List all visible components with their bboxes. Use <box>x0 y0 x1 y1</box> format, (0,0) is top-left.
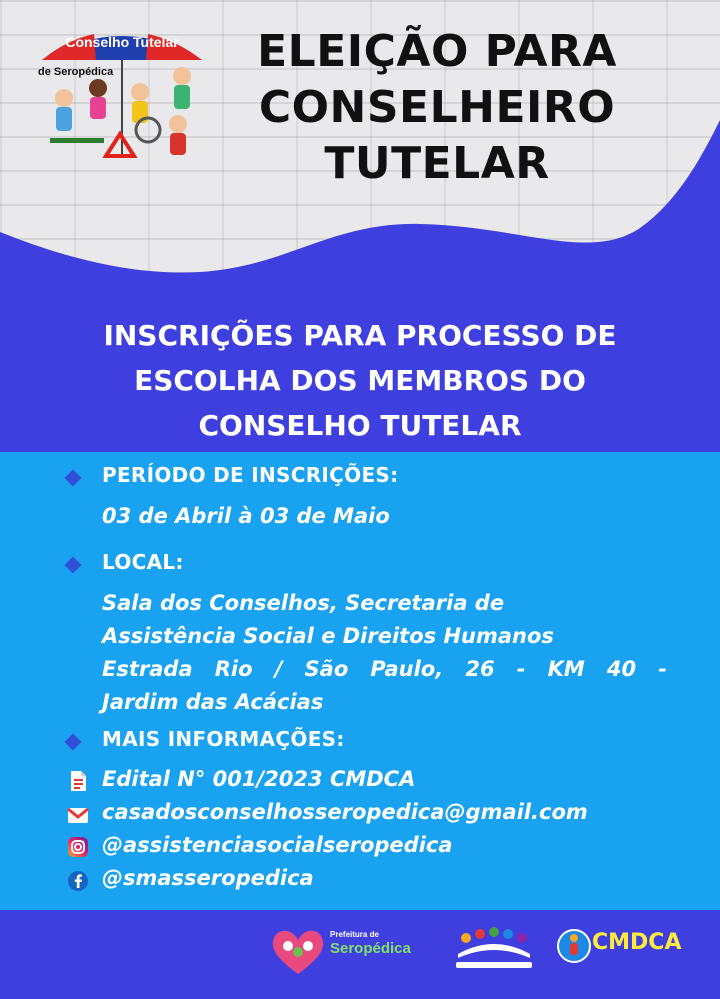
email-text[interactable] <box>102 796 588 829</box>
local-address <box>102 587 667 719</box>
prefeitura-name: Seropédica <box>330 940 411 957</box>
local-line-2: Assistência Social e Direitos Humanos <box>102 624 554 648</box>
secretaria-logo <box>452 924 536 978</box>
more-info-heading: MAIS INFORMAÇÕES: <box>102 727 345 751</box>
local-line-1: Sala dos Conselhos, Secretaria de <box>102 591 505 615</box>
subtitle <box>20 313 700 448</box>
subtitle-line-3: CONSELHO TUTELAR <box>198 409 522 442</box>
cmdca-logo <box>556 924 686 978</box>
globe-icon <box>556 928 592 964</box>
cmdca-text: CMDCA <box>592 930 682 955</box>
local-line-3: Estrada Rio / São Paulo, 26 - KM 40 - <box>102 657 667 681</box>
prefeitura-logo <box>268 924 428 978</box>
main-title-line-2: CONSELHEIRO <box>258 82 616 133</box>
heart-people-icon <box>268 924 328 978</box>
email-icon <box>67 804 89 826</box>
main-title <box>222 24 652 192</box>
diamond-bullet-icon <box>65 734 82 751</box>
edital-value: Edital N° 001/2023 CMDCA <box>102 767 416 791</box>
period-value <box>102 500 390 533</box>
diamond-bullet-icon <box>65 470 82 487</box>
period-dates: 03 de Abril à 03 de Maio <box>102 504 390 528</box>
instagram-icon <box>67 836 89 858</box>
footer <box>0 910 720 999</box>
document-icon <box>67 770 89 792</box>
header <box>0 0 720 290</box>
facebook-icon <box>67 870 89 892</box>
diamond-bullet-icon <box>65 557 82 574</box>
instagram-handle[interactable]: @assistenciasocialseropedica <box>102 833 453 857</box>
info-panel <box>0 452 720 910</box>
main-title-line-1: ELEIÇÃO PARA <box>257 26 617 77</box>
period-heading: PERÍODO DE INSCRIÇÕES: <box>102 463 399 487</box>
local-heading: LOCAL: <box>102 550 184 574</box>
facebook-handle[interactable]: @smasseropedica <box>102 866 314 890</box>
edital-text <box>102 763 415 796</box>
main-title-line-3: TUTELAR <box>324 138 550 189</box>
instagram-text[interactable] <box>102 829 453 862</box>
facebook-text[interactable] <box>102 862 314 895</box>
logo-subtitle: de Seropédica <box>38 66 114 78</box>
subtitle-line-1: INSCRIÇÕES PARA PROCESSO DE <box>103 319 617 352</box>
conselho-tutelar-logo <box>36 26 208 166</box>
prefeitura-small: Prefeitura de <box>330 930 379 939</box>
local-line-4: Jardim das Acácias <box>102 690 324 714</box>
logo-title: Conselho Tutelar <box>65 34 179 50</box>
subtitle-line-2: ESCOLHA DOS MEMBROS DO <box>134 364 586 397</box>
email-link[interactable]: casadosconselhosseropedica@gmail.com <box>102 800 588 824</box>
